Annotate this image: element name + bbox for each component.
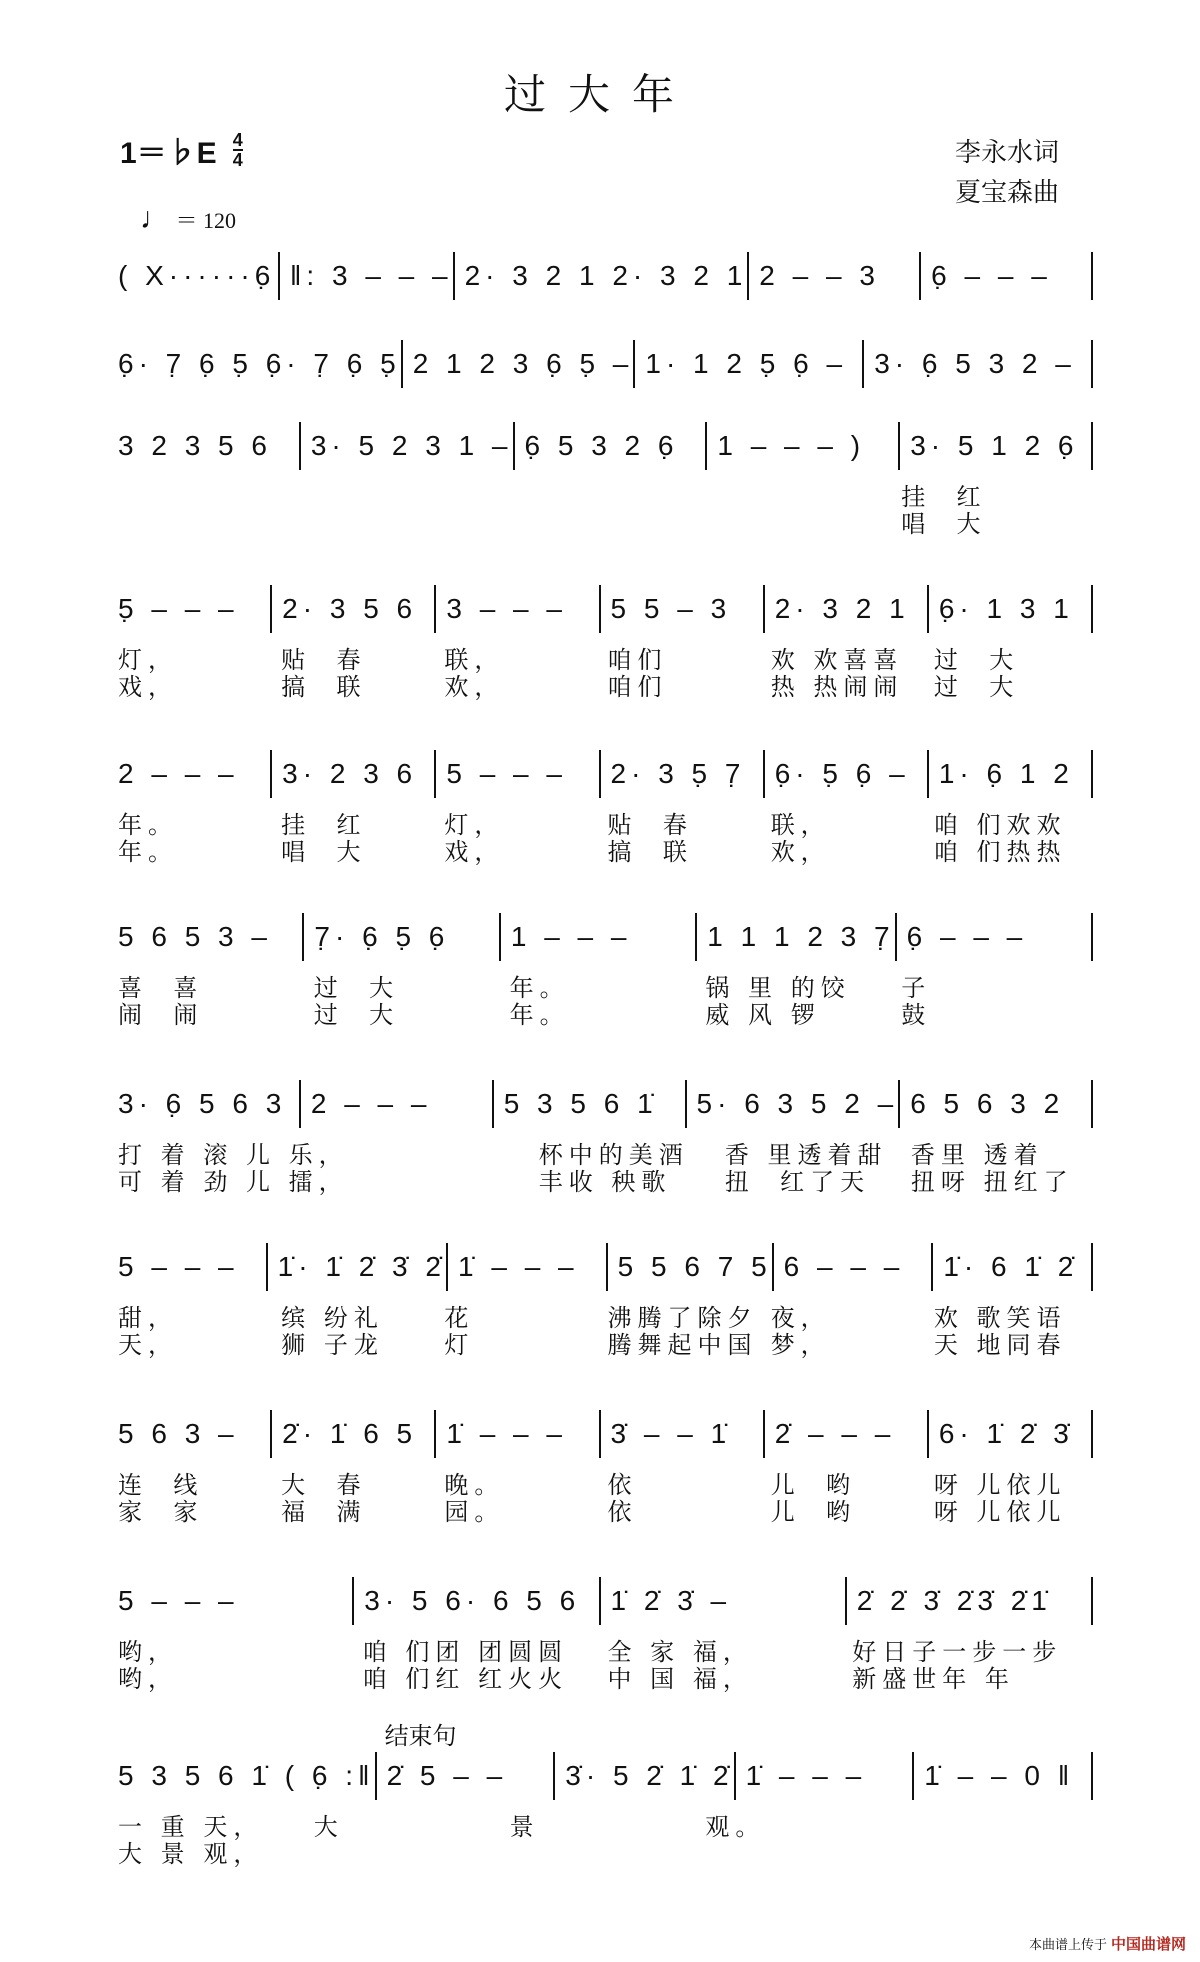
lyric-text: 好日子一步一步 (852, 1639, 1063, 1666)
measure (118, 913, 302, 961)
lyric-text: 大 景 观， (118, 1841, 264, 1868)
measure-notes: 3 – – – (446, 593, 567, 624)
lyric-text: 景 (509, 1814, 540, 1841)
lyric-text: 子 (901, 975, 932, 1002)
lyric-text: 咱 们热热 (933, 839, 1067, 866)
measure-notes: 7̣· 6̣ 5̣ 6̣ (314, 921, 450, 952)
measure-notes: 1̇· 6 1̇ 2̇ (943, 1251, 1079, 1282)
lyric-text (506, 1841, 702, 1868)
measure-notes: 2 – – – (118, 758, 239, 789)
lyric-text (897, 1841, 1093, 1868)
lyric-text: 联， (444, 647, 505, 674)
measure (118, 1577, 352, 1625)
staff-line (118, 1577, 1093, 1625)
measure (118, 1410, 270, 1458)
lyric-text: 过 大 (933, 647, 1020, 674)
measure-notes: 6 – – – (783, 1251, 905, 1282)
lyric-text: 可 着 劲 儿 擂， (118, 1169, 349, 1196)
measure-notes: 3· 5 6· 6 5 6 (364, 1585, 581, 1616)
barline (1091, 585, 1093, 633)
measure-notes: 1̇ – – 0 ‖ (924, 1760, 1075, 1791)
barline (1091, 1243, 1093, 1291)
lyric-text: 沸腾了除夕 (607, 1305, 758, 1332)
lyric-verse-2 (118, 1666, 1093, 1693)
measure-notes: 6̣ – – – (906, 921, 1028, 952)
lyric-text: 丰收 秧歌 (538, 1169, 672, 1196)
lyric-verse-1 (118, 1639, 1093, 1666)
lyric-text: 年。 (509, 975, 570, 1002)
measure (118, 585, 270, 633)
measure (118, 252, 278, 300)
measure-notes: 1 – – – (510, 921, 632, 952)
lyric-text: 搞 联 (281, 674, 367, 701)
measure-notes: 3 2 3 5 6 (118, 430, 272, 461)
measure-notes: 6̣ – – – (931, 260, 1052, 291)
score-row (118, 1577, 1093, 1693)
measure (446, 1243, 606, 1291)
score-row (118, 750, 1093, 866)
barline (1091, 1577, 1093, 1625)
barline (1091, 252, 1093, 300)
site-logo: 中国曲谱网 (1110, 1936, 1186, 1953)
lyric-text: 过 大 (313, 975, 400, 1002)
lyric-text: 天 地同春 (933, 1332, 1067, 1359)
measure (599, 1577, 845, 1625)
lyric-text: 咱 们红 红火火 (362, 1666, 569, 1693)
staff-line (118, 252, 1093, 300)
measure-notes: 1̇ 2̇ 3̇ – (610, 1585, 732, 1616)
lyric-text: 香里 透着 (910, 1142, 1044, 1169)
measure (299, 422, 513, 470)
barline (1091, 422, 1093, 470)
measure (919, 252, 1091, 300)
measure (862, 340, 1091, 388)
time-signature (233, 131, 243, 169)
measure-notes: 2 1 2 3 6̣ 5̣ – (412, 348, 634, 379)
lyric-text: 欢 歌笑语 (933, 1305, 1067, 1332)
measure-notes: 2̇ 5 – – (386, 1760, 508, 1791)
score-row (118, 913, 1093, 1029)
lyric-text: 年。 (118, 812, 178, 839)
score-row (118, 1243, 1093, 1359)
measure-notes: ( X······6̣ (118, 260, 276, 291)
lyric-text (701, 511, 897, 538)
measure (434, 1410, 598, 1458)
measure-notes: 2 – – 3 (759, 260, 880, 291)
lyric-text: 戏， (118, 674, 178, 701)
measure (763, 750, 927, 798)
lyric-verse-1 (118, 1305, 1093, 1332)
measure-notes: 2̇ – – – (774, 1418, 896, 1449)
measure (895, 913, 1091, 961)
measure-notes: 1̇ – – – (446, 1418, 567, 1449)
lyric-verse-2 (118, 1169, 1093, 1196)
measure-notes: 3· 6̣ 5 3 2 – (874, 348, 1076, 379)
score-row (118, 1723, 1093, 1868)
lyric-text: 全 家 福， (607, 1639, 753, 1666)
measure (492, 1080, 685, 1128)
tempo-marking (140, 202, 236, 236)
measure-notes: 6· 1̇ 2̇ 3̇ (938, 1418, 1074, 1449)
measure (499, 913, 695, 961)
staff-line (118, 1080, 1093, 1128)
measure (927, 750, 1091, 798)
measure-notes: 2̇ 2̇ 3̇ 2̇3̇ 2̇1̇ (856, 1585, 1052, 1616)
measure (927, 585, 1091, 633)
lyric-text: 联， (770, 812, 831, 839)
staff-line (118, 585, 1093, 633)
time-top: 4 (232, 130, 243, 150)
lyric-text: 贴 春 (607, 812, 693, 839)
lyric-text: 灯， (118, 647, 178, 674)
measure (734, 1752, 913, 1800)
lyric-text: 连 线 (118, 1472, 204, 1499)
measure (352, 1577, 598, 1625)
score-row (118, 422, 1093, 538)
lyric-text: 大 春 (281, 1472, 367, 1499)
lyric-verse-1 (118, 647, 1093, 674)
lyric-text: 梦， (770, 1332, 831, 1359)
key-signature (120, 128, 243, 172)
measure (302, 913, 498, 961)
lyric-text: 挂 红 (281, 812, 367, 839)
staff-line (118, 422, 1093, 470)
lyric-text: 儿 哟 (770, 1472, 857, 1499)
lyric-text: 新盛世年 年 (852, 1666, 1015, 1693)
measure-notes: 2· 3 5 6 (282, 593, 418, 624)
measure (375, 1723, 554, 1800)
measure-notes: 5 5 – 3 (610, 593, 732, 624)
measure-notes: 5 – – – (118, 1251, 239, 1282)
measure (772, 1243, 932, 1291)
barline (1091, 913, 1093, 961)
measure-notes: 6̣ 5 3 2 6̣ (524, 430, 679, 461)
measure-notes: 3̇· 5 2̇ 1̇ 2̇ (565, 1760, 734, 1791)
measure-notes: 1 – – – ) (717, 430, 866, 461)
lyric-text: 威 风 锣 (705, 1002, 821, 1029)
lyric-text: 灯 (444, 1332, 475, 1359)
measure (747, 252, 919, 300)
lyric-text: 夜， (770, 1305, 831, 1332)
lyric-text (701, 1841, 897, 1868)
measure (931, 1243, 1091, 1291)
staff-line (118, 340, 1093, 388)
barline (1091, 340, 1093, 388)
measure-notes: 2· 3 2 1 2· 3 2 1 (464, 260, 748, 291)
measure-notes: 3· 5 1 2 6̣ (910, 430, 1079, 461)
lyric-verse-1 (118, 975, 1093, 1002)
lyric-text: 依 (607, 1472, 638, 1499)
lyric-text: 喜 喜 (118, 975, 204, 1002)
lyric-verse-2 (118, 1841, 1093, 1868)
lyric-text: 灯， (444, 812, 505, 839)
barline (1091, 1752, 1093, 1800)
lyric-text: 年。 (118, 839, 178, 866)
lyric-text: 戏， (444, 839, 505, 866)
measure-notes: 1̇ – – – (457, 1251, 579, 1282)
lyric-verse-1 (118, 484, 1093, 511)
staff-line (118, 1243, 1093, 1291)
measure (118, 750, 270, 798)
lyric-text: 大 (313, 1814, 344, 1841)
lyric-verse-2 (118, 1499, 1093, 1526)
lyric-text: 甜， (118, 1305, 178, 1332)
lyric-text: 欢 欢喜喜 (770, 647, 904, 674)
measure-notes: 1· 6̣ 1 2 (938, 758, 1074, 789)
lyric-verse-2 (118, 839, 1093, 866)
lyric-text: 天， (118, 1332, 178, 1359)
measure (606, 1243, 772, 1291)
measure (599, 750, 763, 798)
lyric-text: 扭 红了天 (724, 1169, 871, 1196)
lyric-verse-2 (118, 511, 1093, 538)
lyric-text: 扭呀 扭红了 (910, 1169, 1074, 1196)
measure-notes: 1̇ – – – (745, 1760, 867, 1791)
lyric-text: 园。 (444, 1499, 505, 1526)
measure-notes: 2· 3 5̣ 7̣ (610, 758, 746, 789)
tempo-value: ＝ 120 (175, 208, 237, 233)
lyric-verse-2 (118, 1332, 1093, 1359)
lyric-text: 唱 大 (901, 511, 987, 538)
measure-notes: 5 – – – (118, 1585, 239, 1616)
measure (553, 1752, 733, 1800)
measure-notes: 6̣· 1 3 1 (938, 593, 1074, 624)
lyric-text: 晚。 (444, 1472, 505, 1499)
lyric-text (349, 1169, 535, 1196)
measure-notes: 6̣· 5̣ 6̣ – (774, 758, 910, 789)
measure (695, 913, 894, 961)
song-title: 过大年 (503, 70, 696, 119)
measure (270, 585, 434, 633)
measure-notes: 2· 3 2 1 (774, 593, 910, 624)
measure (118, 340, 401, 388)
measure (299, 1080, 492, 1128)
lyric-text: 呀 儿依儿 (933, 1472, 1067, 1499)
measure (453, 252, 748, 300)
measure-notes: 1· 1 2 5̣ 6̣ – (645, 348, 848, 379)
measure (118, 1243, 266, 1291)
lyric-text: 唱 大 (281, 839, 367, 866)
measure (763, 1410, 927, 1458)
lyric-text (506, 484, 702, 511)
measure (633, 340, 862, 388)
measure (685, 1080, 899, 1128)
measure (927, 1410, 1091, 1458)
score-row (118, 340, 1093, 388)
lyric-text: 狮 子龙 (281, 1332, 384, 1359)
lyric-text: 咱 们欢欢 (933, 812, 1067, 839)
lyric-text: 鼓 (901, 1002, 932, 1029)
lyric-text: 依 (607, 1499, 638, 1526)
measure (898, 422, 1091, 470)
lyric-text: 搞 联 (607, 839, 693, 866)
measure (434, 750, 598, 798)
measure (270, 750, 434, 798)
lyric-text: 花 (444, 1305, 475, 1332)
measure-notes: 5 3 5 6 1̇ (503, 1088, 658, 1119)
lyric-text (506, 511, 702, 538)
measure-notes: 6 5 6 3 2 (910, 1088, 1065, 1119)
lyricist: 李永水词 (955, 137, 1060, 167)
lyric-text: 过 大 (313, 1002, 400, 1029)
measure-notes: 1̇· 1̇ 2̇ 3̇ 2̇ (277, 1251, 446, 1282)
lyric-verse-1 (118, 812, 1093, 839)
score-row (118, 585, 1093, 701)
measure (270, 1410, 434, 1458)
lyric-text: 闹 闹 (118, 1002, 204, 1029)
lyric-text: 缤 纷礼 (281, 1305, 384, 1332)
measure (705, 422, 898, 470)
measure (599, 1410, 763, 1458)
lyric-text: 欢， (444, 674, 505, 701)
lyric-text (349, 1142, 535, 1169)
lyric-text (310, 1841, 506, 1868)
measure (401, 340, 634, 388)
measure-notes: 5· 6 3 5 2 – (696, 1088, 899, 1119)
lyric-text: 儿 哟 (770, 1499, 857, 1526)
lyric-verse-1 (118, 1814, 1093, 1841)
measure (599, 585, 763, 633)
lyric-text (701, 484, 897, 511)
measure-notes: 2̇· 1̇ 6 5 (282, 1418, 418, 1449)
lyric-verse-2 (118, 1002, 1093, 1029)
composer: 夏宝森曲 (955, 177, 1060, 207)
measure (763, 585, 927, 633)
lyric-text: 欢， (770, 839, 831, 866)
measure (912, 1752, 1091, 1800)
lyric-verse-2 (118, 674, 1093, 701)
lyric-text: 杯中的美酒 (538, 1142, 689, 1169)
measure (118, 422, 299, 470)
staff-line (118, 750, 1093, 798)
lyric-text: 咱们 (607, 647, 668, 674)
measure (898, 1080, 1091, 1128)
lyric-text: 咱们 (607, 674, 668, 701)
measure (434, 585, 598, 633)
measure-notes: 3· 6̣ 5 6 3 (118, 1088, 287, 1119)
measure (118, 1080, 299, 1128)
lyric-text (310, 484, 506, 511)
measure-notes: 3· 5 2 3 1 – (310, 430, 513, 461)
time-bottom: 4 (232, 150, 243, 170)
lyric-text: 哟， (118, 1666, 178, 1693)
measure (266, 1243, 446, 1291)
lyric-text: 福 满 (281, 1499, 367, 1526)
measure-notes: ‖: 3 – – – (289, 260, 453, 291)
staff-line (118, 1410, 1093, 1458)
measure-notes: 5 3 5 6 1̇ ( 6̣ :‖ (118, 1760, 375, 1791)
quarter-note-icon: ♩ (140, 202, 170, 235)
measure (278, 252, 453, 300)
lyric-text: 观。 (705, 1814, 766, 1841)
measure-notes: 6̣· 7̣ 6̣ 5̣ 6̣· 7̣ 6̣ 5̣ (118, 348, 401, 379)
barline (1091, 750, 1093, 798)
barline (1091, 1410, 1093, 1458)
lyric-text: 家 家 (118, 1499, 204, 1526)
measure-notes: 5̣ – – – (118, 593, 239, 624)
barline (1091, 1080, 1093, 1128)
measure (118, 1752, 375, 1800)
lyric-text: 贴 春 (281, 647, 367, 674)
lyric-text: 过 大 (933, 674, 1020, 701)
lyric-text: 挂 红 (901, 484, 987, 511)
lyric-text: 打 着 滚 儿 乐， (118, 1142, 349, 1169)
measure-notes: 5 – – – (446, 758, 567, 789)
lyric-text: 腾舞起中国 (607, 1332, 758, 1359)
score-row (118, 1080, 1093, 1196)
measure-notes: 5 6 5 3 – (118, 921, 272, 952)
key-tonic: 1＝♭E (120, 137, 217, 170)
section-label: 结束句 (384, 1723, 457, 1750)
measure (513, 422, 706, 470)
lyric-text: 年。 (509, 1002, 570, 1029)
score-row (118, 1410, 1093, 1526)
lyric-text: 呀 儿依儿 (933, 1499, 1067, 1526)
lyric-text: 香 里透着甜 (724, 1142, 888, 1169)
lyric-text (310, 511, 506, 538)
staff-line (118, 1723, 1093, 1800)
measure (845, 1577, 1091, 1625)
staff-line (118, 913, 1093, 961)
measure-notes: 3· 2 3 6 (282, 758, 418, 789)
measure-notes: 5 5 6 7 5 (617, 1251, 772, 1282)
measure-notes: 3̇ – – 1̇ (610, 1418, 732, 1449)
lyric-text: 热 热闹闹 (770, 674, 904, 701)
lyric-verse-1 (118, 1472, 1093, 1499)
lyric-text: 一 重 天， (118, 1814, 264, 1841)
footer-text: 本曲谱上传于 (1028, 1937, 1107, 1952)
lyric-text (897, 1814, 1093, 1841)
lyric-text: 锅 里 的饺 (705, 975, 851, 1002)
measure-notes: 5 6 3 – (118, 1418, 239, 1449)
lyric-text (118, 511, 310, 538)
measure-notes: 2 – – – (310, 1088, 432, 1119)
score-row (118, 252, 1093, 300)
lyric-text (118, 484, 310, 511)
credits (955, 132, 1059, 212)
measure-notes: 1 1 1 2 3 7̣ (707, 921, 895, 952)
lyric-text: 咱 们团 团圆圆 (362, 1639, 569, 1666)
footer (1029, 1933, 1186, 1954)
lyric-verse-1 (118, 1142, 1093, 1169)
lyric-text: 中 国 福， (607, 1666, 753, 1693)
lyric-text: 哟， (118, 1639, 178, 1666)
